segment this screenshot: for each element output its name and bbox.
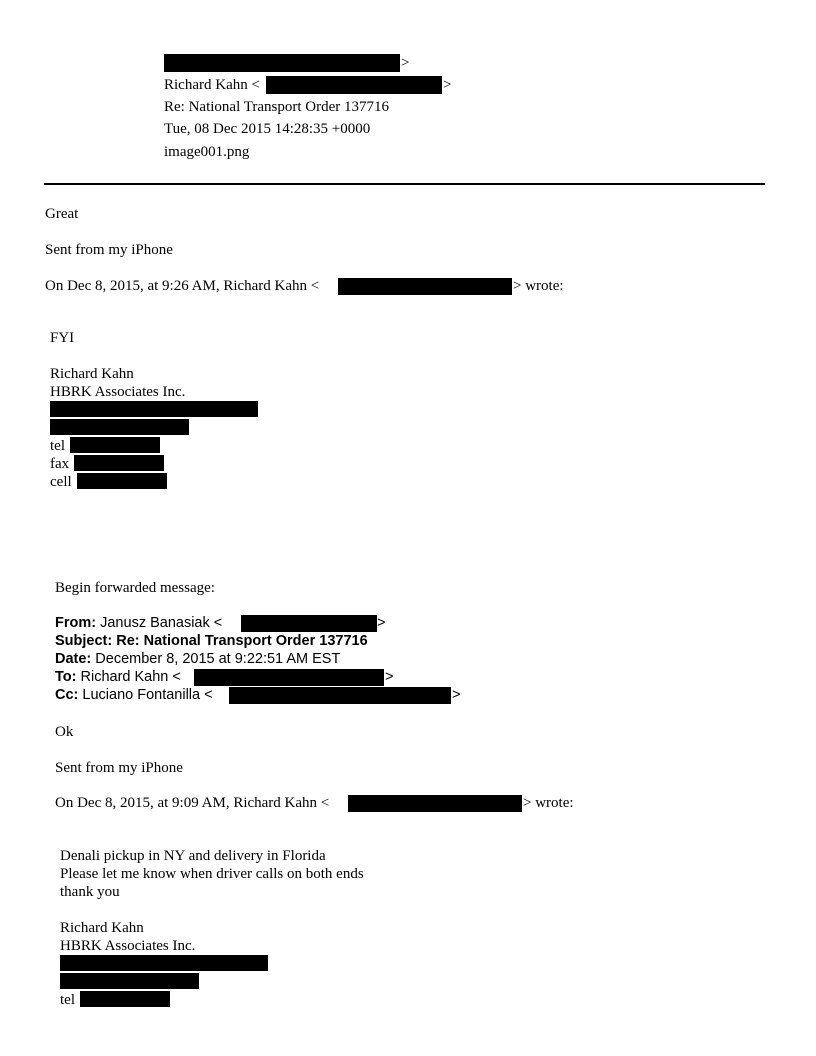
header-attachments-value[interactable]: image001.png <box>164 144 250 160</box>
redaction-bar <box>229 687 451 704</box>
forwarded-cc-label: Cc: <box>55 687 79 703</box>
header-from-suffix: > <box>401 55 410 71</box>
forwarded-date-row <box>55 651 340 667</box>
header-to-suffix: > <box>443 77 452 93</box>
forwarded-to-row <box>55 669 555 687</box>
redaction-bar <box>241 615 377 632</box>
header-to-row <box>0 75 600 95</box>
forwarded-from-value: Janusz Banasiak < <box>96 615 223 631</box>
forwarded-line-sent-from: Sent from my iPhone <box>55 760 183 776</box>
quote-intro-2-prefix: On Dec 8, 2015, at 9:09 AM, Richard Kahn < <box>55 795 330 811</box>
quoted1-line-fyi: FYI <box>50 330 75 346</box>
redaction-bar <box>338 278 512 295</box>
redaction-bar <box>77 473 167 489</box>
quoted1-signature-name: Richard Kahn <box>50 366 134 382</box>
quote-intro-2-suffix: > wrote: <box>523 795 574 811</box>
forwarded-to-label: To: <box>55 669 77 685</box>
quote-intro-1 <box>45 278 645 296</box>
quote-intro-1-suffix: > wrote: <box>513 278 564 294</box>
redaction-bar <box>60 973 199 989</box>
redaction-bar <box>80 991 170 1007</box>
quoted2-signature-name: Richard Kahn <box>60 920 144 936</box>
quoted2-line1: Denali pickup in NY and delivery in Florida <box>60 848 326 864</box>
quote-intro-2 <box>55 795 655 813</box>
header-attachments-row <box>0 142 600 162</box>
redaction-bar <box>74 455 164 471</box>
forwarded-intro: Begin forwarded message: <box>55 580 215 596</box>
forwarded-line-ok: Ok <box>55 724 74 740</box>
redaction-bar <box>50 401 258 417</box>
body-line-sent-from: Sent from my iPhone <box>45 242 173 258</box>
forwarded-cc-suffix: > <box>452 687 461 703</box>
forwarded-date-label: Date: <box>55 651 92 667</box>
header-from-row <box>0 53 600 73</box>
body-line-great: Great <box>45 206 79 222</box>
forwarded-cc-value: Luciano Fontanilla < <box>78 687 213 703</box>
redaction-bar <box>348 795 522 812</box>
forwarded-subject-row <box>55 633 368 649</box>
forwarded-to-suffix: > <box>385 669 394 685</box>
forwarded-date-value: December 8, 2015 at 9:22:51 AM EST <box>91 651 341 667</box>
redaction-bar <box>194 669 384 686</box>
header-date-value: Tue, 08 Dec 2015 14:28:35 +0000 <box>164 121 371 137</box>
quoted2-line3: thank you <box>60 884 120 900</box>
quoted2-signature-company: HBRK Associates Inc. <box>60 938 196 954</box>
quoted1-cell-label: cell <box>50 474 72 490</box>
header-divider <box>44 183 765 185</box>
redaction-bar <box>70 437 160 453</box>
forwarded-from-suffix: > <box>377 615 386 631</box>
redaction-bar <box>164 54 400 72</box>
redaction-bar <box>50 419 189 435</box>
forwarded-subject: Subject: Re: National Transport Order 137716 <box>55 633 368 649</box>
quoted1-signature-company: HBRK Associates Inc. <box>50 384 186 400</box>
quoted2-tel-label: tel <box>60 992 75 1008</box>
quoted1-tel-label: tel <box>50 438 65 454</box>
header-to-value: Richard Kahn < <box>164 77 260 93</box>
redaction-bar <box>60 955 268 971</box>
redaction-bar <box>266 76 442 94</box>
header-date-row <box>0 119 600 139</box>
header-subject-value: Re: National Transport Order 137716 <box>164 99 389 115</box>
forwarded-cc-row <box>55 687 555 705</box>
quote-intro-1-prefix: On Dec 8, 2015, at 9:26 AM, Richard Kahn < <box>45 278 320 294</box>
quoted1-fax-label: fax <box>50 456 70 472</box>
header-subject-row <box>0 97 600 117</box>
forwarded-to-value: Richard Kahn < <box>76 669 181 685</box>
forwarded-from-label: From: <box>55 615 97 631</box>
forwarded-from-row <box>55 615 555 633</box>
quoted2-line2: Please let me know when driver calls on both ends <box>60 866 364 882</box>
